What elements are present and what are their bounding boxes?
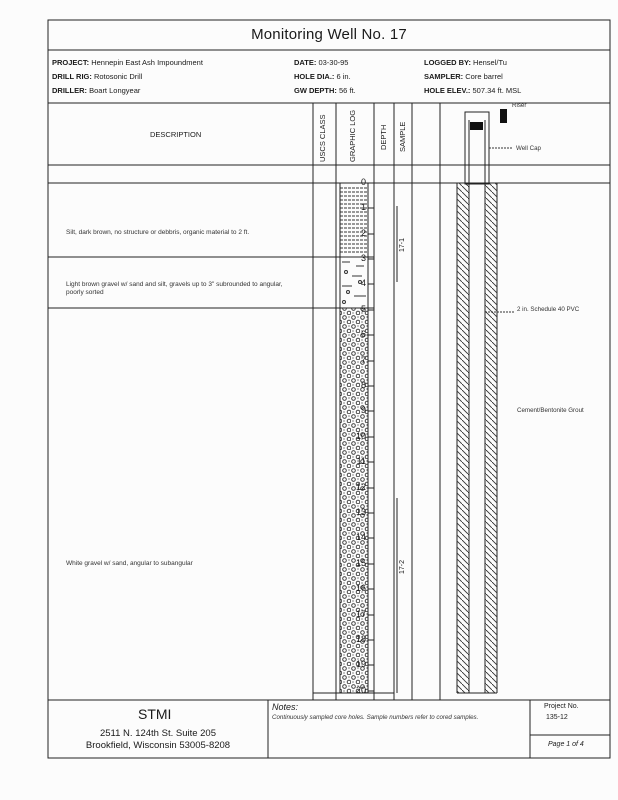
logged-by-label: LOGGED BY:: [424, 58, 471, 67]
sample-label-2: 17-2: [399, 559, 406, 574]
depth-label: 16: [355, 583, 366, 593]
company-address-line-1: 2511 N. 124th St. Suite 205: [99, 728, 217, 739]
company-address-line-2: Brookfield, Wisconsin 53005-8208: [85, 740, 231, 751]
sampler-field: [424, 72, 503, 81]
depth-label: 3: [360, 253, 366, 263]
depth-label: 9: [360, 405, 366, 415]
driller-field: [52, 86, 140, 95]
description-brown-gravel: Light brown gravel w/ sand and silt, gravels up to 3" subrounded to angular, poorly sorted: [66, 281, 283, 296]
depth-header: DEPTH: [379, 124, 388, 150]
depth-label: 15: [355, 558, 366, 568]
notes-text: Continuously sampled core holes. Sample numbers refer to cored samples.: [272, 714, 479, 721]
date-field: [294, 58, 348, 67]
uscs-class-header: USCS CLASS: [318, 114, 327, 162]
logged-by-field: [424, 58, 507, 67]
depth-label: 18: [355, 634, 366, 644]
depth-label: 17: [355, 609, 366, 619]
depth-label: 7: [360, 355, 366, 365]
sampler-value: Core barrel: [465, 72, 503, 81]
hole-dia-value: 6 in.: [336, 72, 351, 81]
grout-label: Cement/Bentonite Grout: [517, 407, 584, 414]
date-label: DATE:: [294, 58, 317, 67]
hole-dia-label: HOLE DIA.:: [294, 72, 335, 81]
depth-label: 4: [360, 278, 366, 288]
depth-label: 12: [355, 482, 366, 492]
drill-rig-label: DRILL RIG:: [52, 72, 92, 81]
depth-label: 5: [360, 304, 366, 314]
sample-header: SAMPLE: [398, 121, 407, 152]
casing-label: 2 in. Schedule 40 PVC: [517, 306, 580, 313]
drill-rig-value: Rotosonic Drill: [93, 72, 143, 81]
page-number: Page 1 of 4: [548, 741, 584, 748]
sampler-label: SAMPLER:: [424, 72, 464, 81]
depth-label: 11: [356, 456, 366, 466]
depth-label: 8: [360, 380, 366, 390]
hole-elev-field: [424, 86, 521, 95]
depth-label: 20: [355, 685, 366, 695]
hole-elev-label: HOLE ELEV.:: [424, 86, 471, 95]
depth-label: 13: [355, 507, 366, 517]
notes-label: Notes:: [272, 702, 299, 712]
depth-label: 6: [360, 329, 366, 339]
description-header: DESCRIPTION: [150, 130, 202, 139]
hole-elev-value: 507.34 ft. MSL: [472, 86, 522, 95]
gw-depth-field: [294, 86, 356, 95]
driller-label: DRILLER:: [52, 86, 87, 95]
well-cap-label: Well Cap: [516, 145, 541, 152]
gw-depth-label: GW DEPTH:: [294, 86, 337, 95]
company-name: STMI: [138, 706, 172, 722]
depth-label: 1: [360, 202, 366, 212]
date-value: 03-30-95: [318, 58, 349, 67]
depth-label: 2: [360, 228, 366, 238]
project-no-value: 135-12: [546, 714, 568, 721]
project-label: PROJECT:: [52, 58, 90, 67]
project-field: [52, 58, 203, 67]
riser-label: Riser: [512, 102, 527, 109]
drill-rig-field: [52, 72, 142, 81]
sample-label-1: 17-1: [399, 237, 406, 252]
description-silt: Silt, dark brown, no structure or debbris, organic material to 2 ft.: [66, 229, 250, 236]
hole-dia-field: [294, 72, 351, 81]
gw-depth-value: 56 ft.: [339, 86, 356, 95]
project-no-label: Project No.: [544, 703, 579, 710]
depth-label: 14: [355, 532, 366, 542]
project-value: Hennepin East Ash Impoundment: [91, 58, 203, 67]
description-white-gravel: White gravel w/ sand, angular to subangular: [66, 560, 193, 567]
logged-by-value: Hensel/Tu: [473, 58, 507, 67]
depth-label: 10: [355, 431, 366, 441]
depth-label: 0: [360, 177, 366, 187]
depth-label: 19: [355, 659, 366, 669]
page-title: Monitoring Well No. 17: [251, 26, 407, 43]
driller-value: Boart Longyear: [89, 86, 141, 95]
graphic-log-header: GRAPHIC LOG: [348, 109, 357, 162]
